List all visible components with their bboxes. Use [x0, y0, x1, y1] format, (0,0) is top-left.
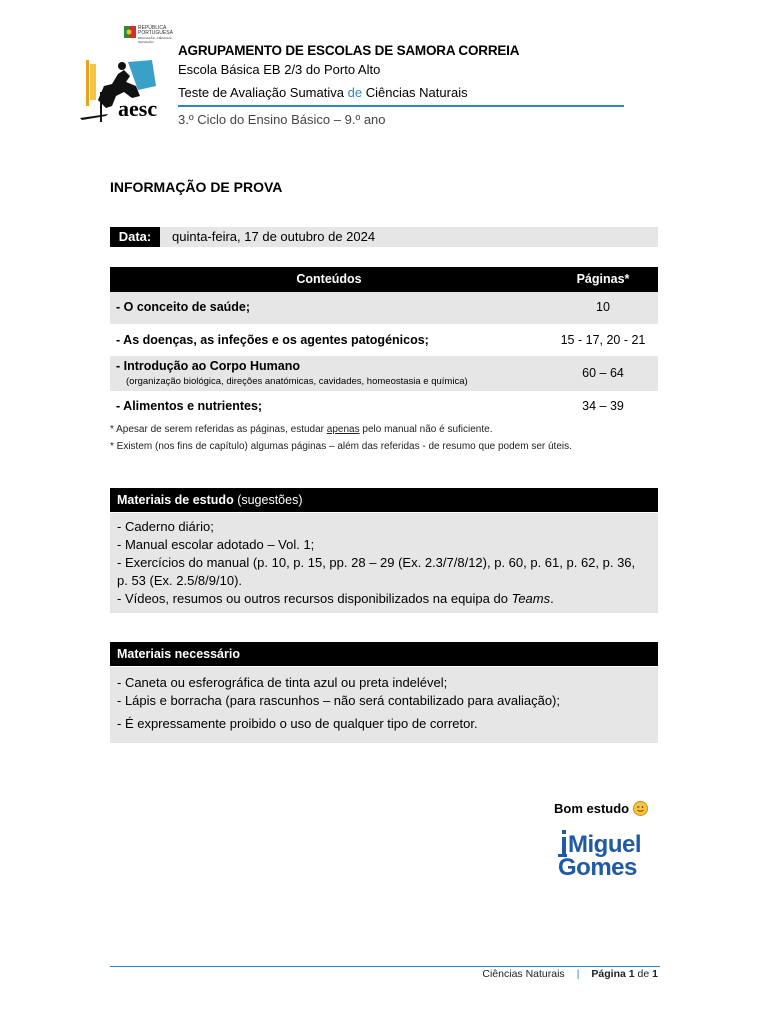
table-notes	[110, 421, 572, 455]
test-title-de: de	[347, 85, 363, 100]
list-item: - Exercícios do manual (p. 10, p. 15, pp. 28 – 29 (Ex. 2.3/7/8/12), p. 60, p. 61, p. 62, p. 36, p. 53 (Ex. 2.5/8/9/10).	[117, 555, 636, 588]
table-row	[110, 391, 658, 421]
author-logo	[556, 828, 660, 882]
note-1-underline: apenas	[326, 424, 360, 435]
row-pages: 15 - 17, 20 - 21	[560, 333, 646, 347]
row-topic: - Introdução ao Corpo Humano	[116, 359, 301, 373]
required-materials-list	[110, 667, 658, 743]
closing-text	[554, 801, 648, 816]
table-row	[110, 324, 658, 356]
table-row	[110, 356, 658, 391]
list-item-end: .	[550, 591, 554, 606]
study-materials-list	[110, 513, 658, 613]
cycle-year: 3.º Ciclo do Ensino Básico – 9.º ano	[178, 112, 386, 127]
list-item: - Lápis e borracha (para rascunhos – não será contabilizado para avaliação);	[117, 693, 560, 708]
gov-logo-line2: PORTUGUESA	[138, 30, 173, 36]
table-header	[110, 267, 658, 292]
header-pages: Páginas*	[576, 272, 630, 286]
required-materials-title: Materiais necessário	[117, 647, 240, 661]
list-item: - É expressamente proibido o uso de qualquer tipo de corretor.	[117, 716, 478, 731]
test-title-b: Ciências Naturais	[365, 85, 468, 100]
school-name: Escola Básica EB 2/3 do Porto Alto	[178, 62, 381, 77]
header-contents: Conteúdos	[296, 272, 362, 286]
list-item: - Manual escolar adotado – Vol. 1;	[117, 537, 315, 552]
row-topic: - Alimentos e nutrientes;	[116, 399, 263, 413]
author-first-name: Miguel	[568, 831, 641, 858]
footer	[110, 968, 658, 980]
row-pages: 34 – 39	[582, 399, 624, 413]
required-materials-header	[110, 642, 658, 666]
portugal-flag-icon	[124, 26, 136, 38]
row-topic: - As doenças, as infeções e os agentes patogénicos;	[116, 333, 429, 347]
test-title	[178, 85, 468, 100]
agrupamento-name: AGRUPAMENTO DE ESCOLAS DE SAMORA CORREIA	[178, 43, 520, 58]
date-value: quinta-feira, 17 de outubro de 2024	[172, 229, 376, 244]
school-logo	[78, 56, 178, 126]
list-item: - Caneta ou esferográfica de tinta azul ou preta indelével;	[117, 675, 448, 690]
note-2: * Existem (nos fins de capítulo) algumas páginas – além das referidas - de resumo que podem ser úteis.	[110, 441, 572, 452]
note-1	[110, 421, 572, 438]
author-last-name: Gomes	[558, 854, 637, 881]
footer-of: de	[637, 968, 650, 980]
school-logo-text: aesc	[118, 96, 158, 121]
page-title: INFORMAÇÃO DE PROVA	[110, 179, 283, 195]
note-1-a: * Apesar de serem referidas as páginas, estudar	[110, 424, 327, 435]
study-materials-header	[110, 488, 658, 512]
row-pages: 60 – 64	[582, 366, 624, 380]
footer-page-total: 1	[652, 968, 658, 980]
footer-rule	[110, 966, 660, 967]
gov-logo-subtext: EDUCAÇÃO, CIÊNCIA E INOVAÇÃO	[138, 36, 172, 44]
wink-emoji-icon	[633, 801, 648, 816]
header-rule	[178, 105, 624, 107]
study-materials-title: Materiais de estudo	[117, 493, 234, 507]
row-subtopic: (organização biológica, direções anatómicas, cavidades, homeostasia e química)	[126, 376, 468, 387]
footer-separator: |	[576, 968, 580, 980]
footer-subject: Ciências Naturais	[482, 968, 565, 980]
list-item	[110, 590, 658, 608]
note-1-b: pelo manual não é suficiente.	[359, 424, 493, 435]
footer-page-num: 1	[628, 968, 635, 980]
row-pages: 10	[596, 300, 610, 314]
list-item-text: - Vídeos, resumos ou outros recursos disponibilizados na equipa do	[117, 591, 508, 606]
closing-label: Bom estudo	[554, 801, 630, 816]
date-label: Data:	[110, 227, 160, 247]
study-materials-suffix: (sugestões)	[237, 493, 303, 507]
row-topic: - O conceito de saúde;	[116, 300, 251, 314]
table-row	[110, 292, 658, 324]
test-title-a: Teste de Avaliação Sumativa	[178, 85, 344, 100]
government-logo	[124, 25, 180, 44]
teams-text: Teams	[511, 591, 551, 606]
list-item: - Caderno diário;	[117, 519, 214, 534]
footer-page-word: Página	[591, 968, 626, 980]
gov-logo-line1: REPÚBLICA	[138, 25, 167, 31]
